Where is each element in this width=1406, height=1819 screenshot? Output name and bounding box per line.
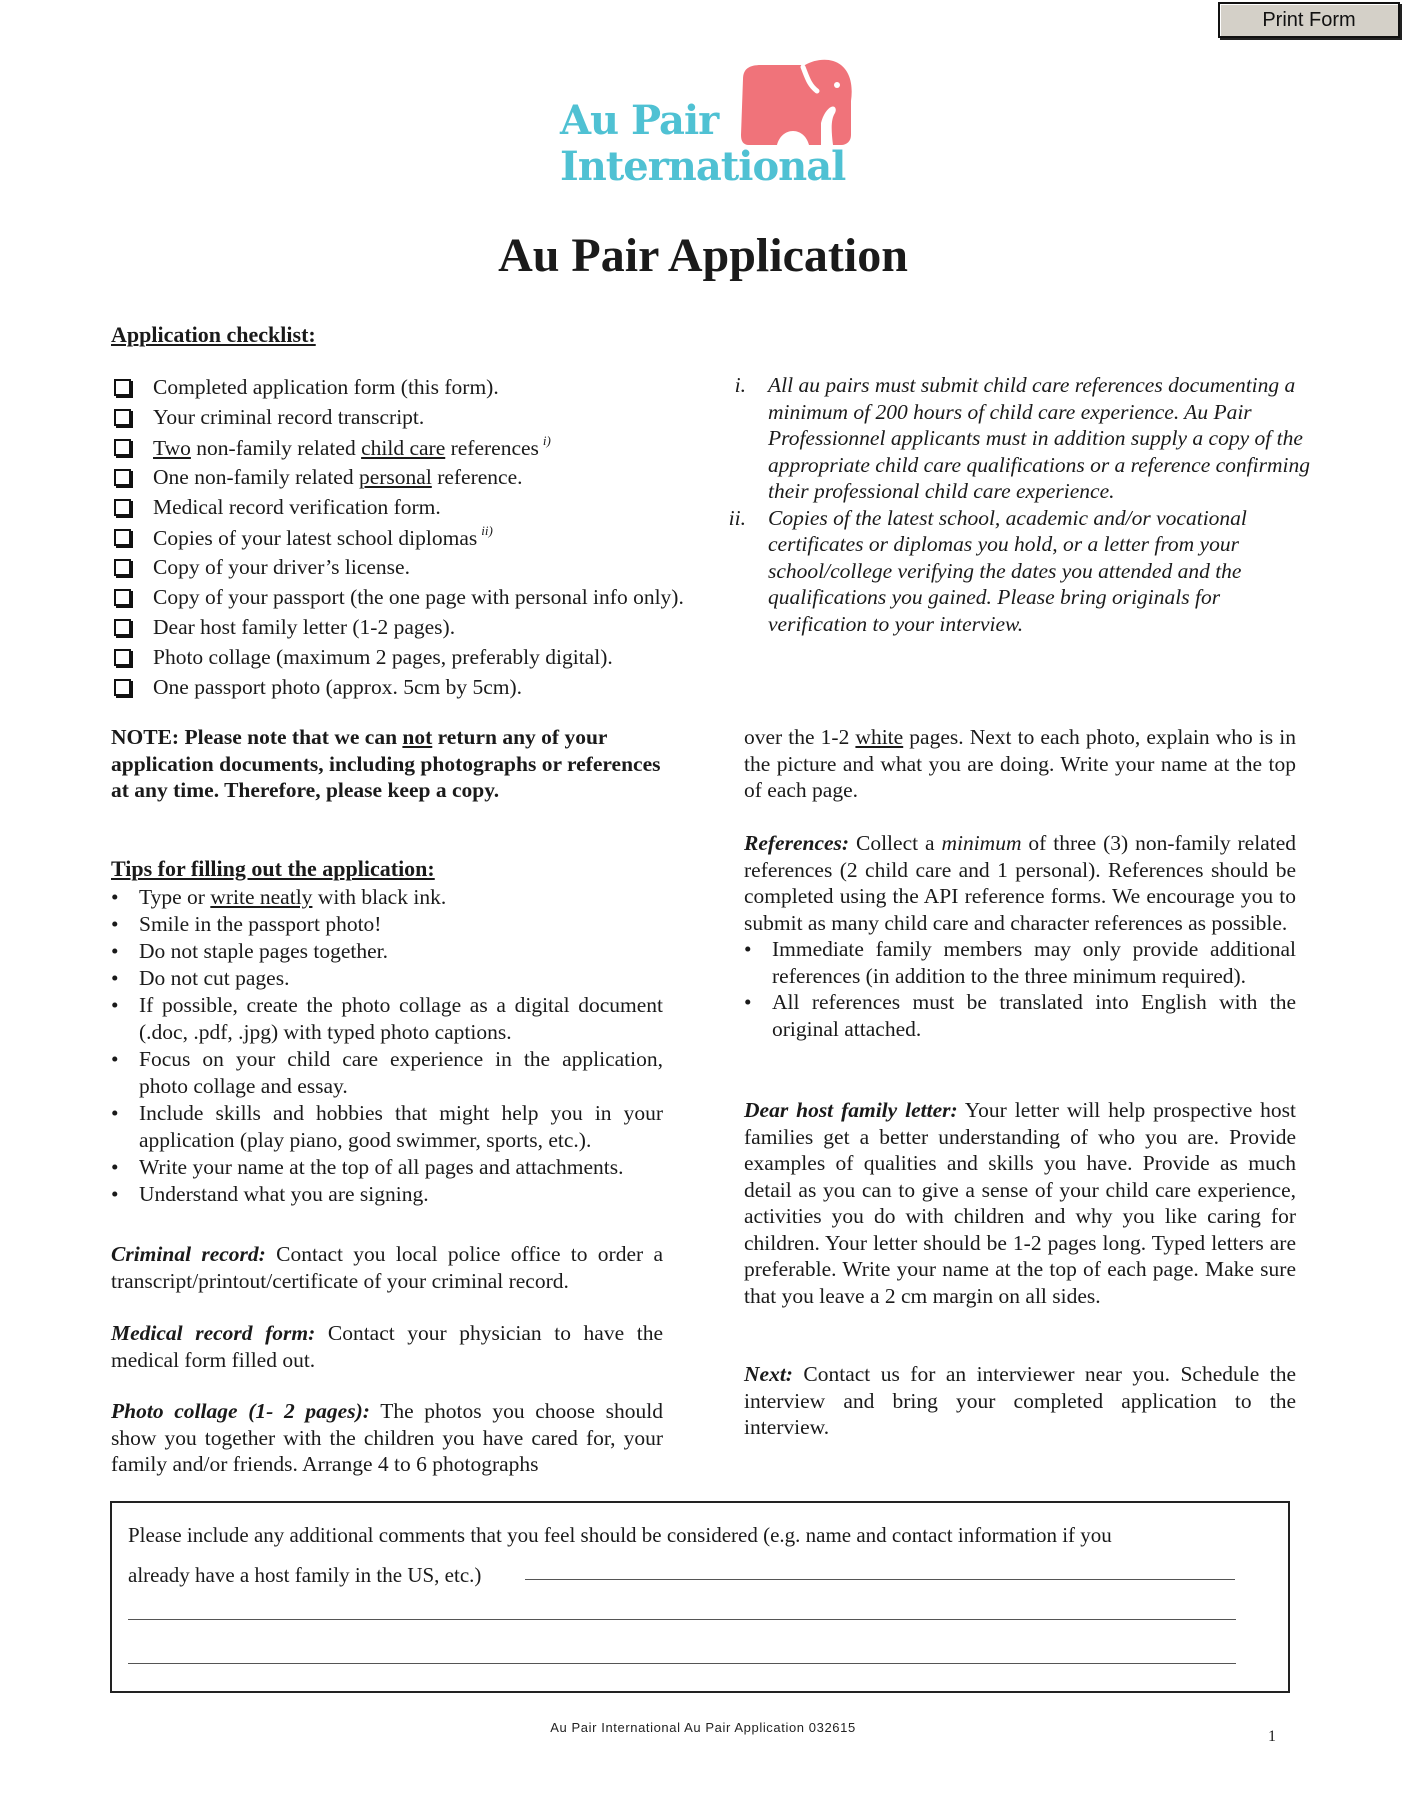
checklist-item[interactable] (112, 372, 684, 402)
checklist-item[interactable] (112, 582, 684, 612)
checklist-item-text: Photo collage (maximum 2 pages, preferably digital). (153, 644, 613, 669)
checklist-item[interactable] (112, 552, 684, 582)
logo-text-line2: International (560, 143, 846, 190)
checklist-item[interactable] (112, 522, 684, 552)
checklist-heading: Application checklist: (111, 322, 316, 347)
logo-text-line1: Au Pair (560, 97, 719, 144)
photo-collage-continued: over the 1-2 white pages. Next to each photo, explain who is in the picture and what you are doing. Write your name at the top of each page. (744, 725, 1296, 802)
checkbox-icon[interactable] (114, 409, 131, 426)
tip-item: • Do not cut pages. (111, 965, 663, 992)
checklist-item-text: Copies of your latest school diplomas $^{ii)}$ (153, 523, 493, 550)
tip-item: • Type or write neatly with black ink. (111, 884, 663, 911)
references-bullet: • Immediate family members may only provide additional references (in addition to the three minimum required). (744, 936, 1296, 989)
checklist-item-text: One passport photo (approx. 5cm by 5cm). (153, 674, 523, 699)
tips-heading: Tips for filling out the application: (111, 856, 435, 881)
checklist-item[interactable] (112, 612, 684, 642)
footnote-number: i. (734, 373, 746, 397)
checkbox-icon[interactable] (114, 379, 131, 396)
checklist-item[interactable] (112, 672, 684, 702)
comments-input-line-2[interactable] (128, 1619, 1236, 1620)
photo-collage-section: Photo collage (1- 2 pages): The photos you choose should show you together with the children you have cared for, your family and/or friends. Arrange 4 to 6 photographs (111, 1399, 663, 1476)
return-policy-note: NOTE: Please note that we can not return any of your application documents, including photographs or references at any time. Therefore, please keep a copy. (111, 725, 661, 802)
checkbox-icon[interactable] (114, 589, 131, 606)
medical-record-section: Medical record form: Contact your physician to have the medical form filled out. (111, 1321, 663, 1372)
checkbox-icon[interactable] (114, 619, 131, 636)
additional-comments-box (110, 1501, 1290, 1693)
page-number: 1 (1268, 1728, 1276, 1745)
checkbox-icon[interactable] (114, 499, 131, 516)
footnote-text: Copies of the latest school, academic and/or vocational certificates or diplomas you hold, or a letter from your school/college verifying the dates you attended and the qualifications you gained. Please bring originals for verification to your interview. (768, 505, 1247, 636)
footnote-ref: ii) (481, 523, 493, 538)
checklist-item-text: Copy of your driver’s license. (153, 554, 410, 579)
criminal-record-section: Criminal record: Contact you local police office to order a transcript/printout/certificate of your criminal record. (111, 1242, 663, 1293)
tip-item: • Write your name at the top of all pages and attachments. (111, 1154, 663, 1181)
references-section: References: Collect a minimum of three (3) non-family related references (2 child care and 1 personal). References should be completed using the API reference forms. We encourage you to submit as many child care and character references as possible. • Immediate family members may only provide additional references (in addition to the three minimum required). • All references must be translated into English with the original attached. (744, 830, 1296, 1042)
comments-prompt: Please include any additional comments that you feel should be considered (e.g. name and contact information if you already have a host family in the US, etc.) (128, 1523, 1112, 1587)
footnote-ii (722, 505, 1312, 638)
checklist-item-text: Completed application form (this form). (153, 374, 499, 399)
footnote-number: ii. (728, 505, 746, 530)
checklist-item[interactable] (112, 402, 684, 432)
checklist-item[interactable] (112, 432, 684, 462)
tip-item: • Focus on your child care experience in the application, photo collage and essay. (111, 1046, 663, 1100)
references-bullet: • All references must be translated into English with the original attached. (744, 989, 1296, 1042)
checklist-item-text: Your criminal record transcript. (153, 404, 425, 429)
page-title: Au Pair Application (498, 229, 908, 282)
checkbox-icon[interactable] (114, 469, 131, 486)
references-bullets (744, 936, 1296, 1042)
checklist-item-text: One non-family related personal reference. (153, 464, 523, 489)
tip-item: • Do not staple pages together. (111, 938, 663, 965)
checkbox-icon[interactable] (114, 439, 131, 456)
tip-item: • If possible, create the photo collage as a digital document (.doc, .pdf, .jpg) with typed photo captions. (111, 992, 663, 1046)
application-checklist (112, 372, 684, 702)
checkbox-icon[interactable] (114, 679, 131, 696)
tip-item: • Include skills and hobbies that might help you in your application (play piano, good swimmer, sports, etc.). (111, 1100, 663, 1154)
checklist-item[interactable] (112, 642, 684, 672)
tip-item: • Smile in the passport photo! (111, 911, 663, 938)
host-family-letter-section: Dear host family letter: Your letter will help prospective host families get a better understanding of who you are. Provide examples of qualities and skills you have. Provide as much detail as you can to give a sense of your child care experience, activities you do with children and why you like caring for children. Your letter should be 1-2 pages long. Typed letters are preferable. Write your name at the top of each page. Make sure that you leave a 2 cm margin on all sides. (744, 1098, 1296, 1308)
checklist-item[interactable] (112, 462, 684, 492)
print-form-button[interactable]: Print Form (1218, 2, 1400, 38)
page-footer: Au Pair International Au Pair Application 032615 (550, 1720, 856, 1735)
tips-list (111, 884, 663, 1208)
checkbox-icon[interactable] (114, 649, 131, 666)
checklist-item-text: Copy of your passport (the one page with personal info only). (153, 584, 684, 609)
checklist-item-text: Two non-family related child care references $^{i)}$ (153, 433, 551, 460)
next-steps-section: Next: Contact us for an interviewer near you. Schedule the interview and bring your completed application to the interview. (744, 1362, 1296, 1439)
checkbox-icon[interactable] (114, 559, 131, 576)
elephant-icon (735, 57, 855, 149)
footnote-i (722, 372, 1312, 505)
footnote-ref: i) (542, 433, 551, 448)
checklist-footnotes (722, 372, 1312, 637)
tip-item: • Understand what you are signing. (111, 1181, 663, 1208)
company-logo (555, 55, 865, 195)
checklist-item[interactable] (112, 492, 684, 522)
comments-input-line-3[interactable] (128, 1663, 1236, 1664)
checklist-item-text: Medical record verification form. (153, 494, 441, 519)
footnote-text: All au pairs must submit child care references documenting a minimum of 200 hours of child care experience. Au Pair Professionnel applicants must in addition supply a copy of the appropriate child care qualifications or a reference confirming their professional child care experience. (768, 373, 1310, 503)
comments-input-line-1[interactable] (525, 1579, 1235, 1580)
checkbox-icon[interactable] (114, 529, 131, 546)
checklist-item-text: Dear host family letter (1-2 pages). (153, 614, 456, 639)
